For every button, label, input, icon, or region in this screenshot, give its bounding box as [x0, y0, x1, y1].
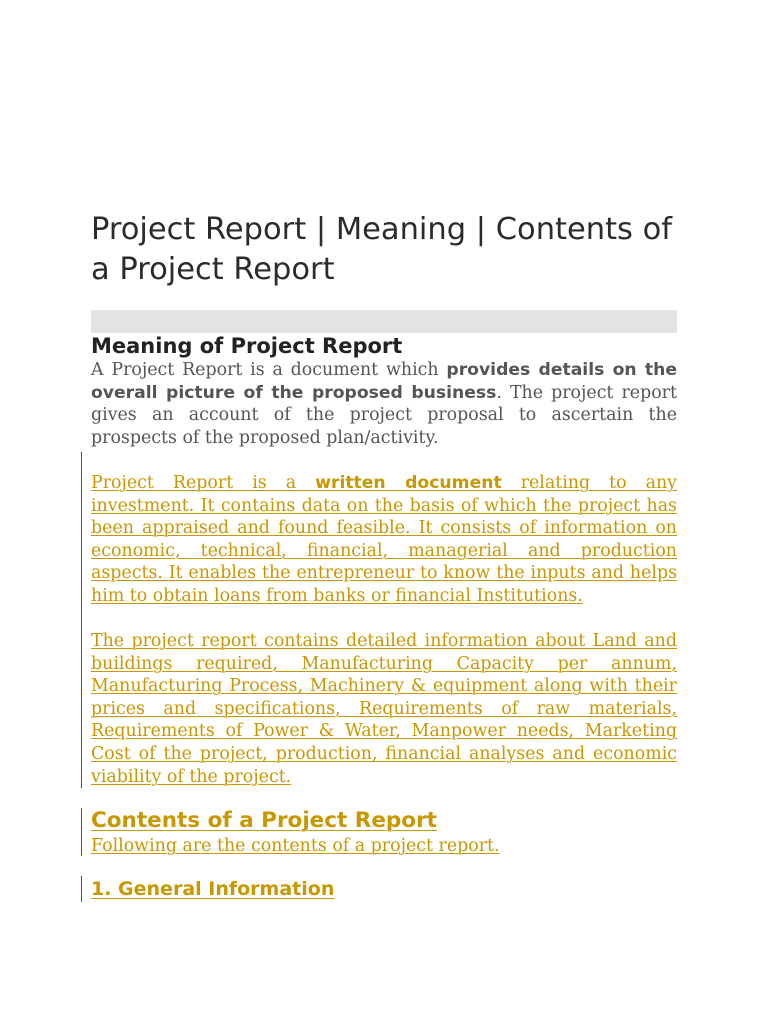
link-text-2[interactable]: relating to any investment. It contains data on the basis of which the project has been appraised and found feasible. It consists of information on economic, technical, financial, managerial and production aspects. It enables the entrepreneur to know the inputs and helps him to obtain loans from banks or financial Institutions.: [91, 473, 677, 606]
quote-bar: [81, 808, 82, 856]
written-document-link[interactable]: written document: [315, 473, 502, 493]
intro-text-1: A Project Report is a document which: [91, 360, 447, 380]
meaning-heading: Meaning of Project Report: [91, 334, 403, 358]
link-text-1[interactable]: Project Report is a: [91, 473, 316, 493]
linked-paragraph-1[interactable]: [91, 472, 677, 608]
page-title: Project Report | Meaning | Contents of a Project Report: [91, 212, 673, 287]
contents-intro-link[interactable]: Following are the contents of a project report.: [91, 836, 500, 856]
general-information-link[interactable]: 1. General Information: [91, 878, 335, 900]
divider-bar: [91, 310, 677, 333]
linked-paragraph-2[interactable]: The project report contains detailed information about Land and buildings required, Manufacturing Capacity per annum, Manufacturing Process, Machinery & equipment along with their prices and specifications, Requirements of raw materials, Requirements of Power & Water, Manpower needs, Marketing Cost of the project, production, financial analyses and economic viability of the project.: [91, 631, 677, 787]
contents-heading-link[interactable]: Contents of a Project Report: [91, 808, 437, 833]
intro-bold-text: provides details on the overall picture of the proposed business: [91, 360, 678, 403]
intro-paragraph: [91, 359, 677, 449]
quote-bar: [81, 876, 82, 902]
quote-bar: [81, 452, 82, 788]
intro-text-2: . The project report gives an account of the project proposal to ascertain the prospects of the proposed plan/activity.: [91, 382, 677, 448]
